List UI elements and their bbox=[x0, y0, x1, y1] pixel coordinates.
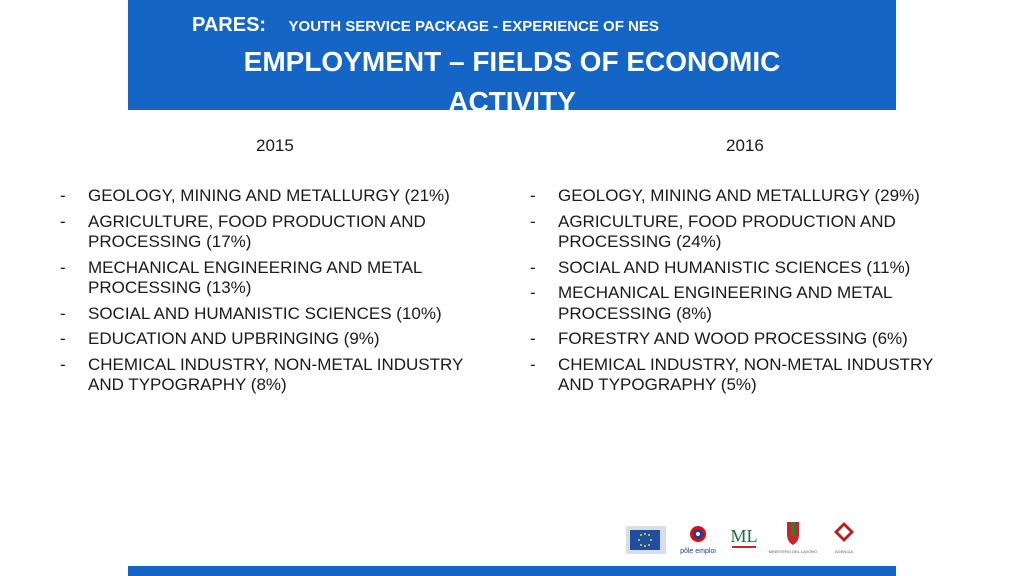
footer-band bbox=[128, 566, 896, 576]
page-title bbox=[128, 42, 896, 117]
pole-emploi-text: pôle emploi bbox=[680, 548, 716, 555]
crest-logo bbox=[768, 520, 818, 556]
list-2015 bbox=[58, 186, 488, 401]
ministry-text: MINISTERO DEL LAVORO bbox=[768, 549, 818, 554]
pole-emploi-logo bbox=[678, 524, 718, 556]
header-line bbox=[192, 14, 659, 37]
list-item: - CHEMICAL INDUSTRY, NON-METAL INDUSTRY AND TYPOGRAPHY (5%) bbox=[528, 355, 968, 396]
ml-logo bbox=[728, 522, 760, 554]
header-subtitle: YOUTH SERVICE PACKAGE - EXPERIENCE OF NES bbox=[288, 18, 659, 35]
list-item: - GEOLOGY, MINING AND METALLURGY (29%) bbox=[528, 186, 968, 207]
partner-logos bbox=[626, 520, 866, 556]
list-item: - MECHANICAL ENGINEERING AND METAL PROCESSING (13%) bbox=[58, 258, 488, 299]
year-2015: 2015 bbox=[256, 136, 294, 155]
list-item: - CHEMICAL INDUSTRY, NON-METAL INDUSTRY AND TYPOGRAPHY (8%) bbox=[58, 355, 488, 396]
title-line-1: EMPLOYMENT – FIELDS OF ECONOMIC bbox=[243, 46, 781, 77]
list-item: - MECHANICAL ENGINEERING AND METAL PROCESSING (8%) bbox=[528, 283, 968, 324]
list-item: - SOCIAL AND HUMANISTIC SCIENCES (11%) bbox=[528, 258, 968, 279]
list-item: - SOCIAL AND HUMANISTIC SCIENCES (10%) bbox=[58, 304, 488, 325]
agency-logo bbox=[824, 520, 864, 556]
list-item: - AGRICULTURE, FOOD PRODUCTION AND PROCESSING (24%) bbox=[528, 212, 968, 253]
list-item: - AGRICULTURE, FOOD PRODUCTION AND PROCESSING (17%) bbox=[58, 212, 488, 253]
list-item: - FORESTRY AND WOOD PROCESSING (6%) bbox=[528, 329, 968, 350]
list-item: - EDUCATION AND UPBRINGING (9%) bbox=[58, 329, 488, 350]
list-2016 bbox=[528, 186, 968, 401]
pares-label: PARES: bbox=[192, 14, 267, 36]
title-line-2: ACTIVITY bbox=[448, 86, 576, 117]
year-2016: 2016 bbox=[726, 136, 764, 155]
header-band bbox=[128, 0, 896, 117]
ml-text: ML bbox=[730, 526, 758, 546]
eu-flag-icon bbox=[626, 526, 666, 554]
list-item: - GEOLOGY, MINING AND METALLURGY (21%) bbox=[58, 186, 488, 207]
agency-text: AGENCIA bbox=[834, 549, 854, 554]
